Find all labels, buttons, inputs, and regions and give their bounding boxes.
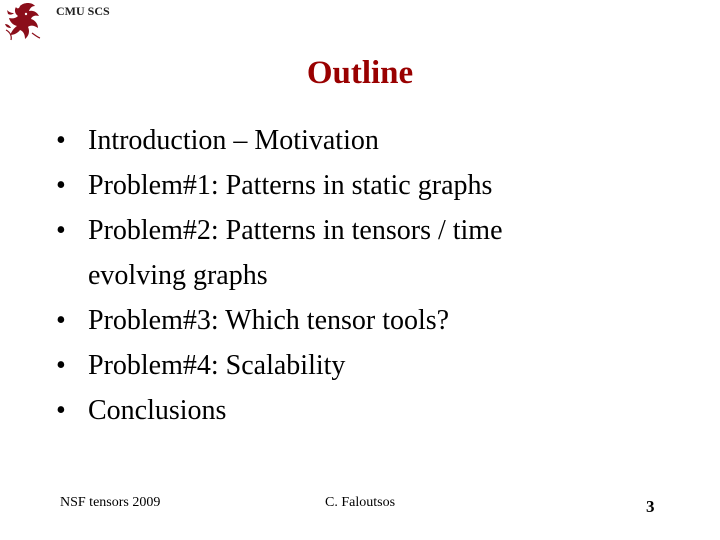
- bullet-text: [88, 388, 676, 433]
- footer-event: NSF tensors 2009: [60, 495, 161, 510]
- bullet-text: [88, 163, 676, 208]
- bullet-marker: •: [56, 350, 66, 381]
- slide-title-text: Outline: [306, 55, 414, 91]
- bullet-line-continuation: evolving graphs: [88, 260, 268, 291]
- bullet-list: [56, 118, 676, 433]
- page-number: 3: [646, 497, 655, 516]
- bullet-line: Problem#1: Patterns in static graphs: [88, 170, 493, 201]
- bullet-text: [88, 118, 676, 163]
- bullet-line: Problem#4: Scalability: [88, 350, 346, 381]
- bullet-marker: •: [56, 125, 66, 156]
- bullet-item: [56, 298, 676, 343]
- bullet-marker: •: [56, 395, 66, 426]
- bullet-line: Conclusions: [88, 395, 227, 426]
- slide-title: [0, 55, 720, 92]
- cmu-griffin-logo-icon: [2, 0, 44, 42]
- bullet-text: [88, 298, 676, 343]
- bullet-line: Problem#3: Which tensor tools?: [88, 305, 450, 336]
- bullet-item: [56, 163, 676, 208]
- bullet-line: Problem#2: Patterns in tensors / time: [88, 215, 503, 246]
- bullet-marker: •: [56, 170, 66, 201]
- bullet-line: Introduction – Motivation: [88, 125, 379, 156]
- bullet-item: [56, 118, 676, 163]
- bullet-text: [88, 343, 676, 388]
- bullet-marker: •: [56, 305, 66, 336]
- bullet-text: [88, 208, 676, 298]
- org-label: CMU SCS: [56, 4, 110, 18]
- bullet-item: [56, 388, 676, 433]
- footer-author: C. Faloutsos: [325, 495, 396, 510]
- bullet-item: [56, 343, 676, 388]
- bullet-item: [56, 208, 676, 298]
- bullet-marker: •: [56, 215, 66, 246]
